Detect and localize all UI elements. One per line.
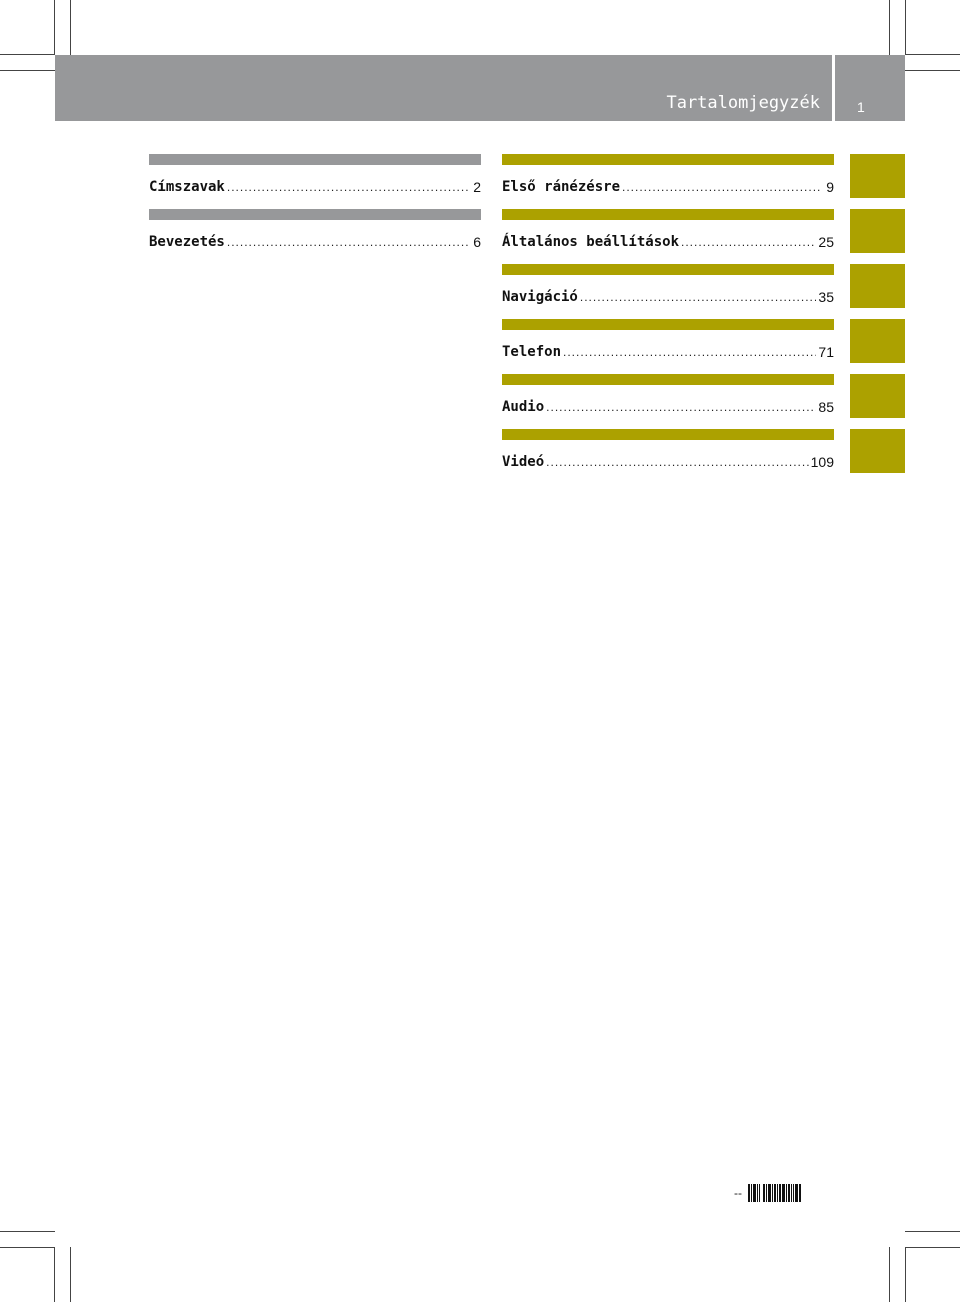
section-bar [502,429,834,440]
toc-entry[interactable] [502,319,834,360]
page-title: Tartalomjegyzék [666,93,820,113]
section-bar [502,374,834,385]
crop-mark [905,0,906,55]
toc-label: Audio [502,399,545,415]
page-header [55,55,832,121]
toc-page: 6 [473,234,481,250]
barcode [734,1184,834,1202]
toc-entry[interactable] [502,154,834,195]
toc-label: Videó [502,454,545,470]
crop-mark [905,1231,960,1232]
crop-mark [0,1231,55,1232]
section-tab[interactable] [850,154,905,198]
section-bar [502,319,834,330]
crop-mark [0,54,55,55]
toc-page: 109 [810,454,834,470]
crop-mark [889,1247,890,1302]
toc-label: Bevezetés [149,234,225,250]
crop-mark [70,1247,71,1302]
crop-mark [0,70,55,71]
leader-dots [563,344,816,360]
section-tab[interactable] [850,209,905,253]
section-tab[interactable] [850,374,905,418]
crop-mark [905,70,960,71]
toc-entry[interactable] [502,374,834,415]
section-bar [149,209,481,220]
page-number-box [835,55,905,121]
crop-mark [905,54,960,55]
toc-label: Általános beállítások [502,234,680,250]
toc-page: 25 [818,234,834,250]
toc-entry[interactable] [502,429,834,470]
crop-mark [905,1247,906,1302]
toc-page: 35 [818,289,834,305]
leader-dots [227,234,469,250]
leader-dots [227,179,469,195]
crop-mark [0,1247,55,1248]
section-tab[interactable] [850,264,905,308]
toc-page: 9 [826,179,834,195]
toc-entry[interactable] [502,209,834,250]
section-bar [502,209,834,220]
toc-entry[interactable] [502,264,834,305]
toc-label: Címszavak [149,179,225,195]
barcode-bars [748,1184,802,1202]
toc-label: Első ránézésre [502,179,621,195]
section-bar [502,154,834,165]
barcode-prefix: -- [734,1186,742,1200]
leader-dots [546,399,816,415]
toc-page: 71 [818,344,834,360]
crop-mark [889,0,890,55]
leader-dots [622,179,822,195]
page-number: 1 [857,99,865,115]
toc-entry[interactable] [149,154,481,195]
toc-page: 85 [818,399,834,415]
section-tab[interactable] [850,319,905,363]
toc-page: 2 [473,179,481,195]
toc-label: Navigáció [502,289,578,305]
toc-entry[interactable] [149,209,481,250]
crop-mark [70,0,71,55]
crop-mark [54,0,55,55]
crop-mark [54,1247,55,1302]
section-bar [149,154,481,165]
toc-label: Telefon [502,344,562,360]
section-tab[interactable] [850,429,905,473]
leader-dots [580,289,817,305]
section-bar [502,264,834,275]
leader-dots [681,234,816,250]
leader-dots [546,454,808,470]
crop-mark [905,1247,960,1248]
